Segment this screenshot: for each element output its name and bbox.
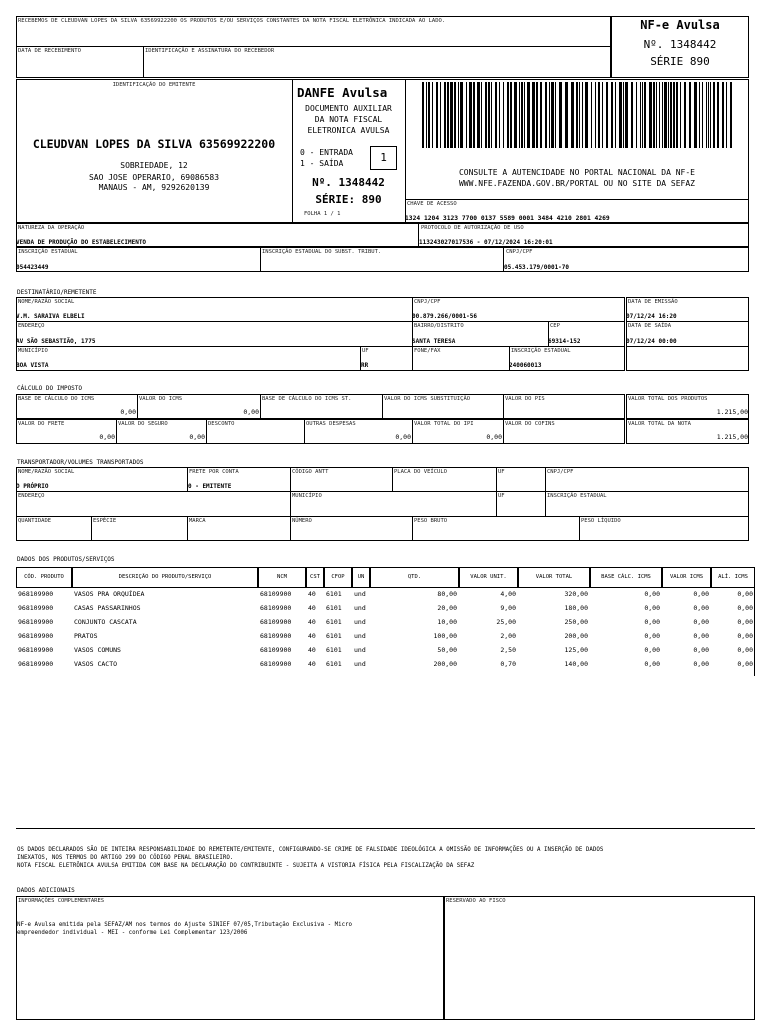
danfe-number: Nº. 1348442 xyxy=(312,176,385,189)
danfe-title: DANFE Avulsa xyxy=(297,85,388,100)
receipt-date-label: DATA DE RECEBIMENTO xyxy=(18,48,81,54)
hdr-cfop: CFOP xyxy=(331,574,345,580)
product-unit-value: 0,70 xyxy=(500,660,516,668)
recipient-name-value: V.M. SARAIVA ELBELI xyxy=(16,313,85,320)
emitter-cnpj-value: 05.453.179/0001-70 xyxy=(504,264,570,271)
product-ncm: 68109900 xyxy=(260,632,292,640)
hdr-un: UN xyxy=(357,574,365,580)
product-icms-value: 0,00 xyxy=(693,590,709,598)
access-key-label: CHAVE DE ACESSO xyxy=(407,201,457,207)
receipt-sign-label: IDENTIFICAÇÃO E ASSINATURA DO RECEBEDOR xyxy=(145,48,275,54)
transport-section: TRANSPORTADOR/VOLUMES TRANSPORTADOS xyxy=(17,459,144,466)
cep-label: CEP xyxy=(550,323,560,329)
recipient-dates xyxy=(626,297,749,371)
carrier-uf2-label: UF xyxy=(498,493,505,499)
total-nota-label: VALOR TOTAL DA NOTA xyxy=(628,421,691,427)
phone-label: FONE/FAX xyxy=(414,348,441,354)
recipient-ie-value: 240060013 xyxy=(509,362,542,369)
hdr-unit-value: VALOR UNIT. xyxy=(470,574,507,580)
product-icms-rate: 0,00 xyxy=(737,660,753,668)
product-code: 968109900 xyxy=(18,646,54,654)
emitter-cnpj-label: CNPJ/CPF xyxy=(506,249,533,255)
seguro-label: VALOR DO SEGURO xyxy=(118,421,168,427)
cofins-label: VALOR DO COFINS xyxy=(505,421,555,427)
product-icms-rate: 0,00 xyxy=(737,590,753,598)
emitter-address2: SAO JOSE OPERARIO, 69086583 xyxy=(88,173,220,182)
danfe-entrada: 0 - ENTRADA xyxy=(300,148,353,157)
product-cfop: 6101 xyxy=(326,590,342,598)
product-icms-rate: 0,00 xyxy=(737,618,753,626)
product-base-icms: 0,00 xyxy=(644,646,660,654)
consult-line1: CONSULTE A AUTENCIDADE NO PORTAL NACIONAL DA NF-E xyxy=(458,168,695,177)
product-description: CASAS PASSARINHOS xyxy=(74,604,141,612)
product-unit-value: 2,00 xyxy=(500,632,516,640)
receipt-nfe-title: NF-e Avulsa xyxy=(640,18,720,32)
info-box xyxy=(16,896,444,1020)
recipient-address-label: ENDEREÇO xyxy=(18,323,45,329)
product-description: VASOS CACTO xyxy=(74,660,118,668)
product-code: 968109900 xyxy=(18,660,54,668)
gross-weight-label: PESO BRUTO xyxy=(414,518,448,524)
product-icms-value: 0,00 xyxy=(693,632,709,640)
product-total-value: 180,00 xyxy=(564,604,588,612)
frete-label: VALOR DO FRETE xyxy=(18,421,65,427)
frete-value: 0,00 xyxy=(99,433,115,441)
nature-value: VENDA DE PRODUÇÃO DO ESTABELECIMENTO xyxy=(16,239,147,246)
product-cfop: 6101 xyxy=(326,646,342,654)
total-prod-label: VALOR TOTAL DOS PRODUTOS xyxy=(628,396,708,402)
product-unit-value: 2,50 xyxy=(500,646,516,654)
freight-value: 0 - EMITENTE xyxy=(188,483,232,490)
ie-label: INSCRIÇÃO ESTADUAL xyxy=(18,249,78,255)
ie-row xyxy=(16,247,749,272)
product-total-value: 200,00 xyxy=(564,632,588,640)
nature-label: NATUREZA DA OPERAÇÃO xyxy=(18,225,85,231)
hdr-icms-rate: ALÍ. ICMS xyxy=(718,574,748,580)
product-description: PRATOS xyxy=(74,632,98,640)
product-qty: 50,00 xyxy=(437,646,457,654)
product-total-value: 320,00 xyxy=(564,590,588,598)
product-cst: 40 xyxy=(308,646,316,654)
carrier-name-label: NOME/RAZÃO SOCIAL xyxy=(18,469,75,475)
icms-value: 0,00 xyxy=(243,408,259,416)
products-section: DADOS DOS PRODUTOS/SERVIÇOS xyxy=(17,556,115,563)
exit-date-value: 07/12/24 00:00 xyxy=(626,338,677,345)
product-icms-rate: 0,00 xyxy=(737,604,753,612)
product-base-icms: 0,00 xyxy=(644,618,660,626)
product-description: VASOS COMUNS xyxy=(74,646,121,654)
plate-label: PLACA DO VEÍCULO xyxy=(394,469,447,475)
ie-value: 054423449 xyxy=(16,264,49,271)
city-value: BOA VISTA xyxy=(16,362,49,369)
outras-value: 0,00 xyxy=(395,433,411,441)
ipi-value: 0,00 xyxy=(486,433,502,441)
product-unit-value: 9,00 xyxy=(500,604,516,612)
product-cfop: 6101 xyxy=(326,618,342,626)
product-base-icms: 0,00 xyxy=(644,590,660,598)
disclaimer-line3: NOTA FISCAL ELETRÔNICA AVULSA EMITIDA COM BASE NA DECLARAÇÃO DO CONTRIBUINTE - SUJEITA A VISTORIA FÍSICA PELA FISCALIZAÇÃO DA SEFAZ xyxy=(17,863,475,869)
outras-label: OUTRAS DESPESAS xyxy=(306,421,356,427)
product-code: 968109900 xyxy=(18,590,54,598)
uf-value: RR xyxy=(361,362,369,369)
receipt-stub xyxy=(16,16,611,78)
product-cst: 40 xyxy=(308,632,316,640)
recipient-cnpj-label: CNPJ/CPF xyxy=(414,299,441,305)
carrier-city-label: MUNICÍPIO xyxy=(292,493,322,499)
ipi-label: VALOR TOTAL DO IPI xyxy=(414,421,474,427)
product-base-icms: 0,00 xyxy=(644,604,660,612)
recipient-ie-label: INSCRIÇÃO ESTADUAL xyxy=(511,348,571,354)
recipient-section: DESTINATÁRIO/REMETENTE xyxy=(17,289,97,296)
product-ncm: 68109900 xyxy=(260,646,292,654)
hdr-cst: CST xyxy=(310,574,320,580)
uf-label: UF xyxy=(362,348,369,354)
disclaimer-line2: INEXATOS, NOS TERMOS DO ARTIGO 299 DO CÓDIGO PENAL BRASILEIRO. xyxy=(17,855,234,861)
freight-label: FRETE POR CONTA xyxy=(189,469,239,475)
danfe-saida: 1 - SAÍDA xyxy=(300,159,344,168)
receipt-statement: RECEBEMOS DE CLEUDVAN LOPES DA SILVA 63569922200 OS PRODUTOS E/OU SERVIÇOS CONSTANTES DA NOTA FISCAL ELETRÔNICA INDICADA AO LADO. xyxy=(18,18,446,24)
product-icms-value: 0,00 xyxy=(693,660,709,668)
emitter-address1: SOBRIEDADE, 12 xyxy=(120,161,188,170)
district-value: SANTA TERESA xyxy=(412,338,456,345)
receipt-nfe-number: Nº. 1348442 xyxy=(643,38,717,51)
icms-label: VALOR DO ICMS xyxy=(139,396,183,402)
product-icms-value: 0,00 xyxy=(693,604,709,612)
product-qty: 20,00 xyxy=(437,604,457,612)
disclaimer-line1: OS DADOS DECLARADOS SÃO DE INTEIRA RESPONSABILIDADE DO REMETENTE/EMITENTE, CONFIGURANDO-SE CRIME DE FALSIDADE IDEOLÓGICA A OMISSÃO DE INFORMAÇÕES OU A INSERÇÃO DE DADOS xyxy=(17,847,604,853)
barcode xyxy=(420,82,735,148)
recipient-block xyxy=(16,297,625,371)
tax-section: CÁLCULO DO IMPOSTO xyxy=(17,385,83,392)
danfe-folha: FOLHA 1 / 1 xyxy=(304,211,341,217)
emit-date-value: 07/12/24 16:20 xyxy=(626,313,677,320)
product-qty: 10,00 xyxy=(437,618,457,626)
product-unit-value: 25,00 xyxy=(496,618,516,626)
product-cst: 40 xyxy=(308,618,316,626)
access-key-value: 1324 1204 3123 7700 0137 5589 0001 3484 4210 2801 4269 xyxy=(405,215,610,222)
product-code: 968109900 xyxy=(18,632,54,640)
protocol-value: 113243027017536 - 07/12/2024 16:20:01 xyxy=(419,239,553,246)
antt-label: CÓDIGO ANTT xyxy=(292,469,329,475)
carrier-ie-label: INSCRIÇÃO ESTADUAL xyxy=(547,493,607,499)
product-unit-value: 4,00 xyxy=(500,590,516,598)
net-weight-label: PESO LÍQUIDO xyxy=(581,518,621,524)
product-cst: 40 xyxy=(308,590,316,598)
quantity-label: QUANTIDADE xyxy=(18,518,52,524)
product-cfop: 6101 xyxy=(326,632,342,640)
danfe-series: SÉRIE: 890 xyxy=(315,193,382,206)
base-icms-label: BASE DE CÁLCULO DO ICMS xyxy=(18,396,95,402)
product-cfop: 6101 xyxy=(326,660,342,668)
carrier-cnpj-label: CNPJ/CPF xyxy=(547,469,574,475)
hdr-base-icms: BASE CÁLC. ICMS xyxy=(601,574,651,580)
product-cst: 40 xyxy=(308,604,316,612)
product-cfop: 6101 xyxy=(326,604,342,612)
product-unit: und xyxy=(354,632,366,640)
product-ncm: 68109900 xyxy=(260,618,292,626)
cep-value: 69314-152 xyxy=(548,338,581,345)
product-icms-value: 0,00 xyxy=(693,618,709,626)
base-icms-value: 0,00 xyxy=(120,408,136,416)
total-nota-value: 1.215,00 xyxy=(716,433,748,441)
transport-block xyxy=(16,467,749,541)
product-unit: und xyxy=(354,604,366,612)
protocol-label: PROTOCOLO DE AUTORIZAÇÃO DE USO xyxy=(421,225,524,231)
info-line1: NF-e Avulsa emitida pela SEFAZ/AM nos termos do Ajuste SINIEF 07/05,Tributação Exclusiva - Micro xyxy=(17,922,353,928)
info-label: INFORMAÇÕES COMPLEMENTARES xyxy=(18,898,105,904)
hdr-ncm: NCM xyxy=(277,574,287,580)
number-label: NÚMERO xyxy=(292,518,312,524)
product-qty: 80,00 xyxy=(437,590,457,598)
product-unit: und xyxy=(354,618,366,626)
hdr-description: DESCRIÇÃO DO PRODUTO/SERVIÇO xyxy=(118,574,212,580)
recipient-cnpj-value: 00.879.266/0001-56 xyxy=(412,313,478,320)
emitter-address3: MANAUS - AM, 9292620139 xyxy=(98,183,210,192)
desconto-label: DESCONTO xyxy=(208,421,235,427)
product-ncm: 68109900 xyxy=(260,604,292,612)
exit-date-label: DATA DE SAÍDA xyxy=(628,323,672,329)
product-icms-rate: 0,00 xyxy=(737,646,753,654)
recipient-name-label: NOME/RAZÃO SOCIAL xyxy=(18,299,75,305)
species-label: ESPÉCIE xyxy=(93,518,117,524)
icms-sub-label: VALOR DO ICMS SUBSTITUIÇÃO xyxy=(384,396,471,402)
product-base-icms: 0,00 xyxy=(644,660,660,668)
product-code: 968109900 xyxy=(18,618,54,626)
danfe-line2: DA NOTA FISCAL xyxy=(314,115,383,124)
danfe-line1: DOCUMENTO AUXILIAR xyxy=(305,104,392,113)
recipient-address-value: AV SÃO SEBASTIÃO, 1775 xyxy=(16,338,96,345)
product-cst: 40 xyxy=(308,660,316,668)
product-ncm: 68109900 xyxy=(260,590,292,598)
product-ncm: 68109900 xyxy=(260,660,292,668)
product-unit: und xyxy=(354,590,366,598)
consult-line2: WWW.NFE.FAZENDA.GOV.BR/PORTAL OU NO SITE DA SEFAZ xyxy=(458,179,695,188)
product-total-value: 125,00 xyxy=(564,646,588,654)
hdr-icms-value: VALOR ICMS xyxy=(669,574,704,580)
seguro-value: 0,00 xyxy=(189,433,205,441)
product-total-value: 250,00 xyxy=(564,618,588,626)
carrier-name-value: O PRÓPRIO xyxy=(16,483,49,490)
carrier-uf-label: UF xyxy=(498,469,505,475)
product-description: VASOS PRA ORQUÍDEA xyxy=(74,590,145,598)
product-description: CONJUNTO CASCATA xyxy=(74,618,137,626)
total-prod-value: 1.215,00 xyxy=(716,408,748,416)
district-label: BAIRRO/DISTRITO xyxy=(414,323,464,329)
receipt-nfe-series: SÉRIE 890 xyxy=(650,55,710,68)
danfe-type-box: 1 xyxy=(370,146,397,170)
additional-section: DADOS ADICIONAIS xyxy=(17,887,75,894)
product-unit: und xyxy=(354,646,366,654)
brand-label: MARCA xyxy=(189,518,206,524)
product-total-value: 140,00 xyxy=(564,660,588,668)
product-icms-value: 0,00 xyxy=(693,646,709,654)
emitter-name: CLEUDVAN LOPES DA SILVA 63569922200 xyxy=(32,137,276,151)
product-qty: 200,00 xyxy=(433,660,457,668)
info-line2: empreendedor individual - MEI - conforme Lei Complementar 123/2006 xyxy=(17,930,248,936)
ie-st-label: INSCRIÇÃO ESTADUAL DO SUBST. TRIBUT. xyxy=(262,249,382,255)
carrier-address-label: ENDEREÇO xyxy=(18,493,45,499)
fisco-label: RESERVADO AO FISCO xyxy=(446,898,506,904)
hdr-total-value: VALOR TOTAL xyxy=(535,574,573,580)
danfe-line3: ELETRONICA AVULSA xyxy=(307,126,390,135)
city-label: MUNICÍPIO xyxy=(18,348,48,354)
product-qty: 100,00 xyxy=(433,632,457,640)
fisco-box xyxy=(444,896,755,1020)
product-code: 968109900 xyxy=(18,604,54,612)
emit-date-label: DATA DE EMISSÃO xyxy=(628,299,678,305)
hdr-qty: QTD. xyxy=(407,574,422,580)
emitter-section-label: IDENTIFICAÇÃO DO EMITENTE xyxy=(112,82,196,88)
product-unit: und xyxy=(354,660,366,668)
base-st-label: BASE DE CÁLCULO DO ICMS ST. xyxy=(262,396,352,402)
pis-label: VALOR DO PIS xyxy=(505,396,545,402)
hdr-code: CÓD. PRODUTO xyxy=(24,574,64,580)
product-icms-rate: 0,00 xyxy=(737,632,753,640)
product-base-icms: 0,00 xyxy=(644,632,660,640)
